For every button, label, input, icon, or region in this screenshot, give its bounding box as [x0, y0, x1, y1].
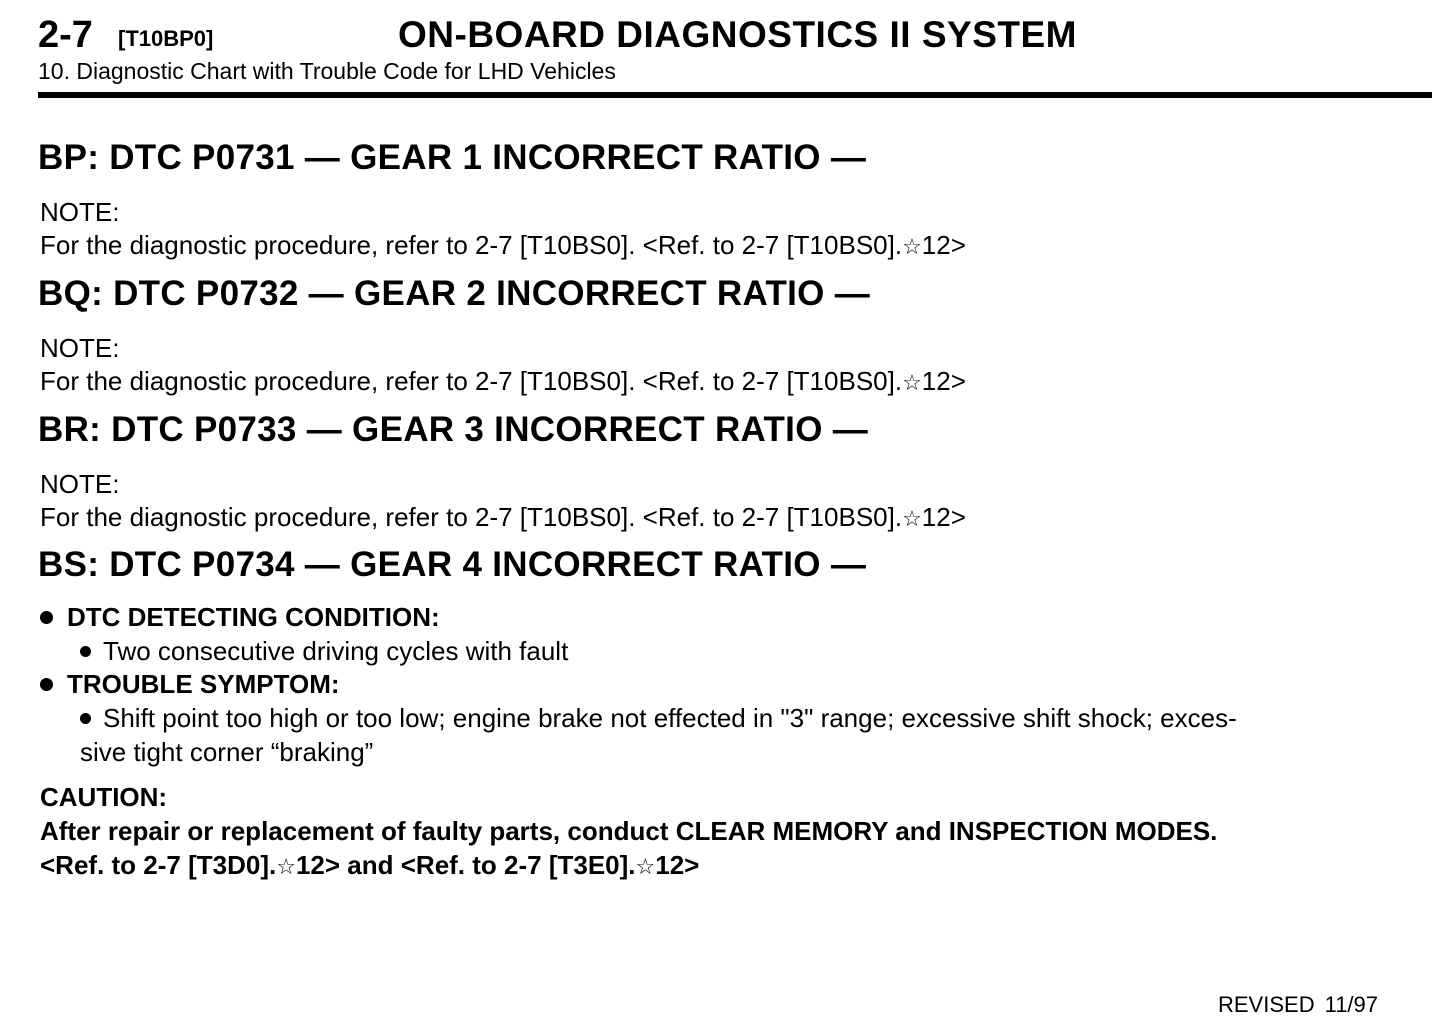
- caution-line-1: After repair or replacement of faulty parts, conduct CLEAR MEMORY and INSPECTION MODES.: [40, 816, 1218, 846]
- section-heading-br: BR: DTC P0733 — GEAR 3 INCORRECT RATIO —: [38, 410, 869, 449]
- note-text-br: [40, 502, 966, 533]
- revised-label: REVISED: [1218, 992, 1315, 1017]
- note-ref-suffix: 12>: [921, 366, 966, 396]
- note-body: For the diagnostic procedure, refer to 2-7 [T10BS0]. <Ref. to 2-7 [T10BS0].: [40, 502, 903, 532]
- note-text-bq: [40, 366, 966, 397]
- revision-stamp: [1218, 992, 1378, 1018]
- symptom-label: TROUBLE SYMPTOM:: [67, 669, 340, 699]
- caution-label: CAUTION:: [40, 782, 168, 812]
- note-label-bp: NOTE:: [40, 197, 120, 227]
- star-icon: ☆: [902, 371, 922, 396]
- section-number: 2-7: [38, 14, 93, 56]
- page-subtitle: 10. Diagnostic Chart with Trouble Code for LHD Vehicles: [38, 58, 616, 84]
- symptom-item-line1: Shift point too high or too low; engine brake not effected in "3" range; excessive shift shock; exces-: [103, 703, 1237, 733]
- note-body: For the diagnostic procedure, refer to 2-7 [T10BS0]. <Ref. to 2-7 [T10BS0].: [40, 230, 903, 260]
- detecting-item-text: Two consecutive driving cycles with fault: [103, 636, 569, 666]
- section-code: [T10BP0]: [118, 26, 214, 51]
- caution-ref-3: 12>: [655, 850, 700, 880]
- bullet-icon: [40, 611, 53, 624]
- star-icon: ☆: [276, 855, 296, 880]
- revised-date: 11/97: [1324, 992, 1379, 1017]
- bullet-icon: [80, 646, 91, 657]
- trouble-symptom: [40, 669, 340, 700]
- symptom-item: [80, 703, 1237, 734]
- note-label-br: NOTE:: [40, 469, 120, 499]
- section-heading-bs: BS: DTC P0734 — GEAR 4 INCORRECT RATIO —: [38, 545, 867, 584]
- note-label-bq: NOTE:: [40, 333, 120, 363]
- bullet-icon: [80, 713, 91, 724]
- symptom-item-continued: sive tight corner “braking”: [80, 737, 374, 767]
- note-body: For the diagnostic procedure, refer to 2-7 [T10BS0]. <Ref. to 2-7 [T10BS0].: [40, 366, 903, 396]
- detecting-item: [80, 636, 568, 667]
- section-heading-bq: BQ: DTC P0732 — GEAR 2 INCORRECT RATIO —: [38, 274, 871, 313]
- detecting-condition: [40, 602, 440, 633]
- section-heading-bp: BP: DTC P0731 — GEAR 1 INCORRECT RATIO —: [38, 138, 867, 177]
- note-ref-suffix: 12>: [921, 502, 966, 532]
- star-icon: ☆: [902, 235, 922, 260]
- caution-ref-1: <Ref. to 2-7 [T3D0].: [40, 850, 277, 880]
- caution-ref-2: 12> and <Ref. to 2-7 [T3E0].: [295, 850, 636, 880]
- star-icon: ☆: [635, 855, 656, 880]
- caution-line-2: [40, 850, 699, 881]
- header-divider: [38, 92, 1432, 98]
- bullet-icon: [40, 678, 53, 691]
- note-text-bp: [40, 230, 966, 261]
- page-title: ON-BOARD DIAGNOSTICS II SYSTEM: [398, 14, 1077, 55]
- note-ref-suffix: 12>: [921, 230, 966, 260]
- star-icon: ☆: [902, 507, 922, 532]
- detecting-label: DTC DETECTING CONDITION:: [67, 602, 440, 632]
